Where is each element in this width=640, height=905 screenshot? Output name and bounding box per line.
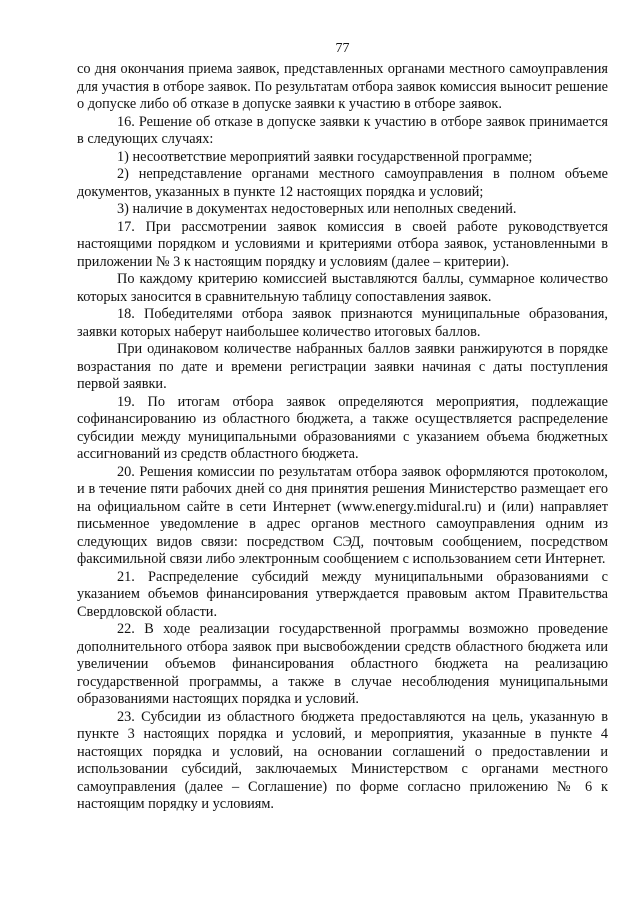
paragraph-17-scoring: По каждому критерию комиссией выставляются баллы, суммарное количество которых заносится в сравнительную таблицу сопоставления заявок. [77, 271, 608, 305]
page-number: 77 [335, 41, 350, 56]
paragraph-19: 19. По итогам отбора заявок определяются мероприятия, подлежащие софинансированию из областного бюджета, а также осуществляется распределение субсидии между муниципальными образованиями с указанием объема бюджетных ассигнований из средств областного бюджета. [77, 393, 608, 462]
paragraph-17: 17. При рассмотрении заявок комиссия в своей работе руководствуется настоящими порядком и условиями и критериями отбора заявок, установленными в приложении № 3 к настоящим порядку и условиям (далее – критерии). [77, 218, 608, 270]
paragraph-23: 23. Субсидии из областного бюджета предоставляются на цель, указанную в пункте 3 настоящих порядка и условий, и мероприятия, указанные в пункте 4 настоящих порядка и условий, на основании соглашений о предоставлении и использовании субсидий, заключаемых Министерством с органами местного самоуправления (далее – Соглашение) по форме согласно приложению № 6 к настоящим порядку и условиям. [77, 708, 608, 812]
paragraph-20: 20. Решения комиссии по результатам отбора заявок оформляются протоколом, и в течение пяти рабочих дней со дня принятия решения Министерство размещает его на официальном сайте в сети Интернет (www.energy.midural.ru) и (или) направляет письменное уведомление в адрес органов местного самоуправления одним из следующих видов связи: посредством СЭД, почтовым сообщением, посредством факсимильной связи либо электронным сообщением с использованием сети Интернет. [77, 463, 608, 567]
paragraph-16-item-2: 2) непредставление органами местного самоуправления в полном объеме документов, указанных в пункте 12 настоящих порядка и условий; [77, 166, 608, 200]
paragraph-16-item-3: 3) наличие в документах недостоверных или неполных сведений. [117, 201, 517, 217]
paragraph-continuation: со дня окончания приема заявок, представленных органами местного самоуправления для участия в отборе заявок. По результатам отбора заявок комиссия выносит решение о допуске либо об отказе в допуске заявки к участию в отборе заявок. [77, 61, 608, 112]
paragraph-18: 18. Победителями отбора заявок признаются муниципальные образования, заявки которых наберут наибольшее количество итоговых баллов. [77, 306, 608, 340]
paragraph-22: 22. В ходе реализации государственной программы возможно проведение дополнительного отбора заявок при высвобождении средств областного бюджета или увеличении объемов финансирования областного бюджета на реализацию государственной программы, а также в случае несоблюдения муниципальными образованиями настоящих порядка и условий. [77, 621, 608, 707]
paragraph-16-item-1: 1) несоответствие мероприятий заявки государственной программе; [117, 148, 533, 165]
paragraph-21: 21. Распределение субсидий между муниципальными образованиями с указанием объемов финансирования утверждается правовым актом Правительства Свердловской области. [77, 568, 608, 620]
paragraph-16: 16. Решение об отказе в допуске заявки к участию в отборе заявок принимается в следующих случаях: [77, 113, 608, 147]
paragraph-18-ranking: При одинаковом количестве набранных баллов заявки ранжируются в порядке возрастания по дате и времени регистрации заявки начиная с даты поступления первой заявки. [77, 341, 608, 392]
